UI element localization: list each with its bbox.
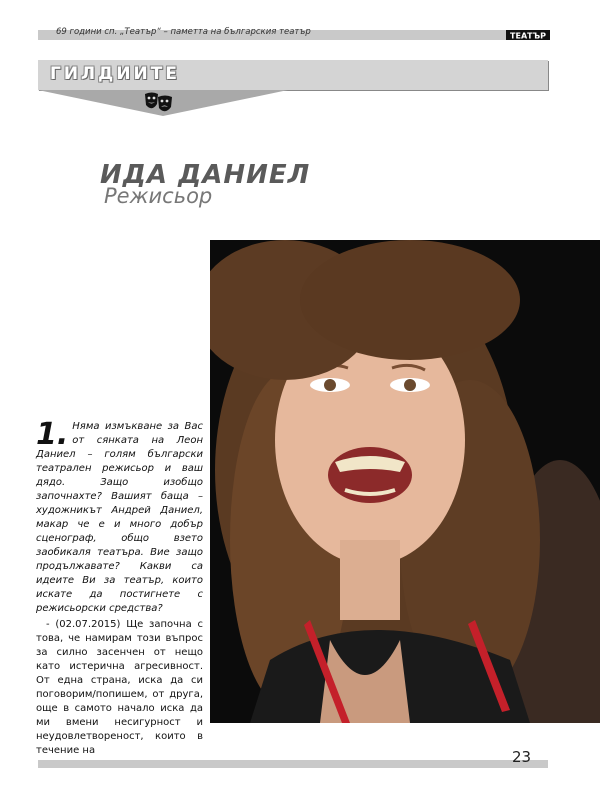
footer-bar — [38, 760, 548, 768]
running-title: 69 години сп. „Театър“ – паметта на българския театър — [56, 27, 311, 37]
article-text-column — [36, 417, 203, 758]
article-person-name: ИДА ДАНИЕЛ — [100, 160, 311, 190]
page-number: 23 — [512, 748, 532, 766]
interview-answer: - (02.07.2015) Ще започна с това, че намирам този въпрос за силно засенчен от нещо като истерична агресивност. От една страна, иска да си поговорим/попишем, от друга, още в самото начало иска да ми вмени несигурност и неудовлетвореност, които в течение на — [36, 619, 203, 756]
portrait-photo — [210, 240, 600, 723]
magazine-logo — [506, 28, 550, 42]
article-person-role: Режисьор — [104, 184, 213, 208]
section-title: ГИЛДИИТЕ — [50, 64, 180, 84]
logo-text: ТЕАТЪР — [510, 31, 546, 41]
theatre-masks-icon — [142, 90, 176, 116]
interview-question: Няма измъкване за Вас от сянката на Леон Даниел – голям български театрален режисьор и ваш дядо. Защо изобщо започнахте? Вашият баща – художникът Андрей Даниел, макар че е и много добър сценограф, общо взето заобикаля театъра. Вие защо продължавате? Какви са идеите Ви за театър, които искате да постигнете с режисьорски средства? — [36, 421, 203, 614]
question-number: 1. — [36, 417, 69, 452]
